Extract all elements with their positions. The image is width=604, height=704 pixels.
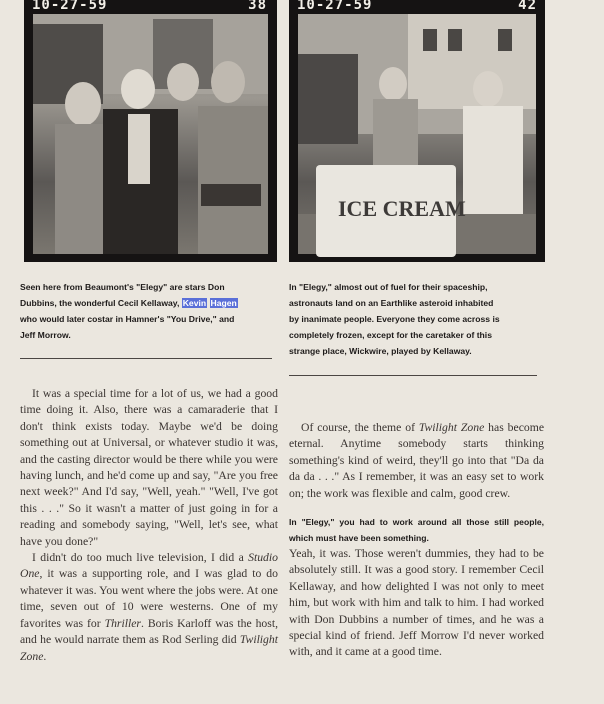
- highlighted-name-last[interactable]: Hagen: [210, 298, 237, 308]
- highlighted-name-first[interactable]: Kevin: [182, 298, 207, 308]
- caption-left-text: Dubbins, the wonderful Cecil Kellaway,: [20, 298, 182, 308]
- caption-right-line: strange place, Wickwire, played by Kellaway.: [289, 346, 472, 356]
- text-span: , it was a supporting role, and I was glad to do whatever it was. You went where the jobs were. At one time, seven out of 10 were westerns. One of my favorites was for: [20, 567, 278, 630]
- caption-right-line: In "Elegy," almost out of fuel for their spaceship,: [289, 282, 488, 292]
- title-thriller: Thriller: [104, 616, 141, 630]
- caption-left-line: Jeff Morrow.: [20, 330, 71, 340]
- caption-right-line: by inanimate people. Everyone they come across is: [289, 314, 500, 324]
- left-paragraph-1: It was a special time for a lot of us, we had a good time doing it. Also, there was a camaraderie that I don't think exists today. Maybe we'd be doing something out at Universal, or whatever studio it was, and the casting director would be there while you were having lunch, and he'd come up and say, "Are you free next week?" And I'd say, "Well, yeah." "Well, I've got this . . ." So it wasn't a matter of just going in for a reading and somebody saying, "Well, let's see, what have you done?": [20, 387, 278, 548]
- interview-answer: Yeah, it was. Those weren't dummies, they had to be absolutely still. It was a good story. I remember Cecil Kellaway, and how delighted I was not only to meet him, but work with him and talk to him. I had worked with Don Dubbins a number of times, and he was a special kind of friend. Jeff Morrow I'd never worked with, and it came at a good time.: [289, 547, 544, 659]
- frame-label-right: 10-27-59: [297, 0, 373, 13]
- caption-right-rule: [289, 375, 537, 376]
- caption-right: [289, 279, 549, 359]
- right-paragraph-1: [289, 420, 544, 502]
- frame-number-left: 38: [248, 0, 267, 13]
- caption-right-line: completely frozen, except for the caretaker of this: [289, 330, 492, 340]
- title-twilight-zone: Twilight Zone: [418, 421, 485, 434]
- text-span: .: [43, 649, 47, 663]
- caption-left-line: [20, 295, 280, 311]
- left-column: [20, 386, 278, 665]
- caption-left-line: Seen here from Beaumont's "Elegy" are stars Don: [20, 282, 225, 292]
- caption-left-rule: [20, 358, 272, 359]
- frame-number-right: 42: [518, 0, 537, 13]
- caption-right-line: astronauts land on an Earthlike asteroid inhabited: [289, 298, 494, 308]
- text-span: . Boris Karloff was the host, and he would narrate them as Rod Serling did: [20, 616, 278, 647]
- ice-cream-sign: ICE CREAM: [338, 196, 466, 221]
- right-column: [289, 420, 544, 661]
- caption-left: [20, 279, 280, 343]
- photo-illustration-left: [33, 14, 268, 254]
- left-paragraph-2: [20, 550, 278, 665]
- text-span: I didn't do too much live television, I did a: [32, 551, 249, 565]
- title-studio-one: Studio One: [20, 551, 278, 581]
- title-twilight-zone: Twilight Zone: [20, 633, 278, 663]
- photo-left: [24, 0, 277, 262]
- interview-question: In "Elegy," you had to work around all those still people, which must have been something.: [289, 517, 544, 544]
- photo-scene-left: [33, 14, 268, 254]
- frame-label-left: 10-27-59: [32, 0, 108, 13]
- text-span: Of course, the theme of: [301, 421, 419, 434]
- text-span: has become eternal. Anytime somebody starts thinking something's kind of weird, they'll go into that "Da da da da . . ." As I remember, it was an easy set to work on; the work was flexible and calm, good crew.: [289, 421, 545, 500]
- caption-left-line: who would later costar in Hamner's "You Drive," and: [20, 314, 235, 324]
